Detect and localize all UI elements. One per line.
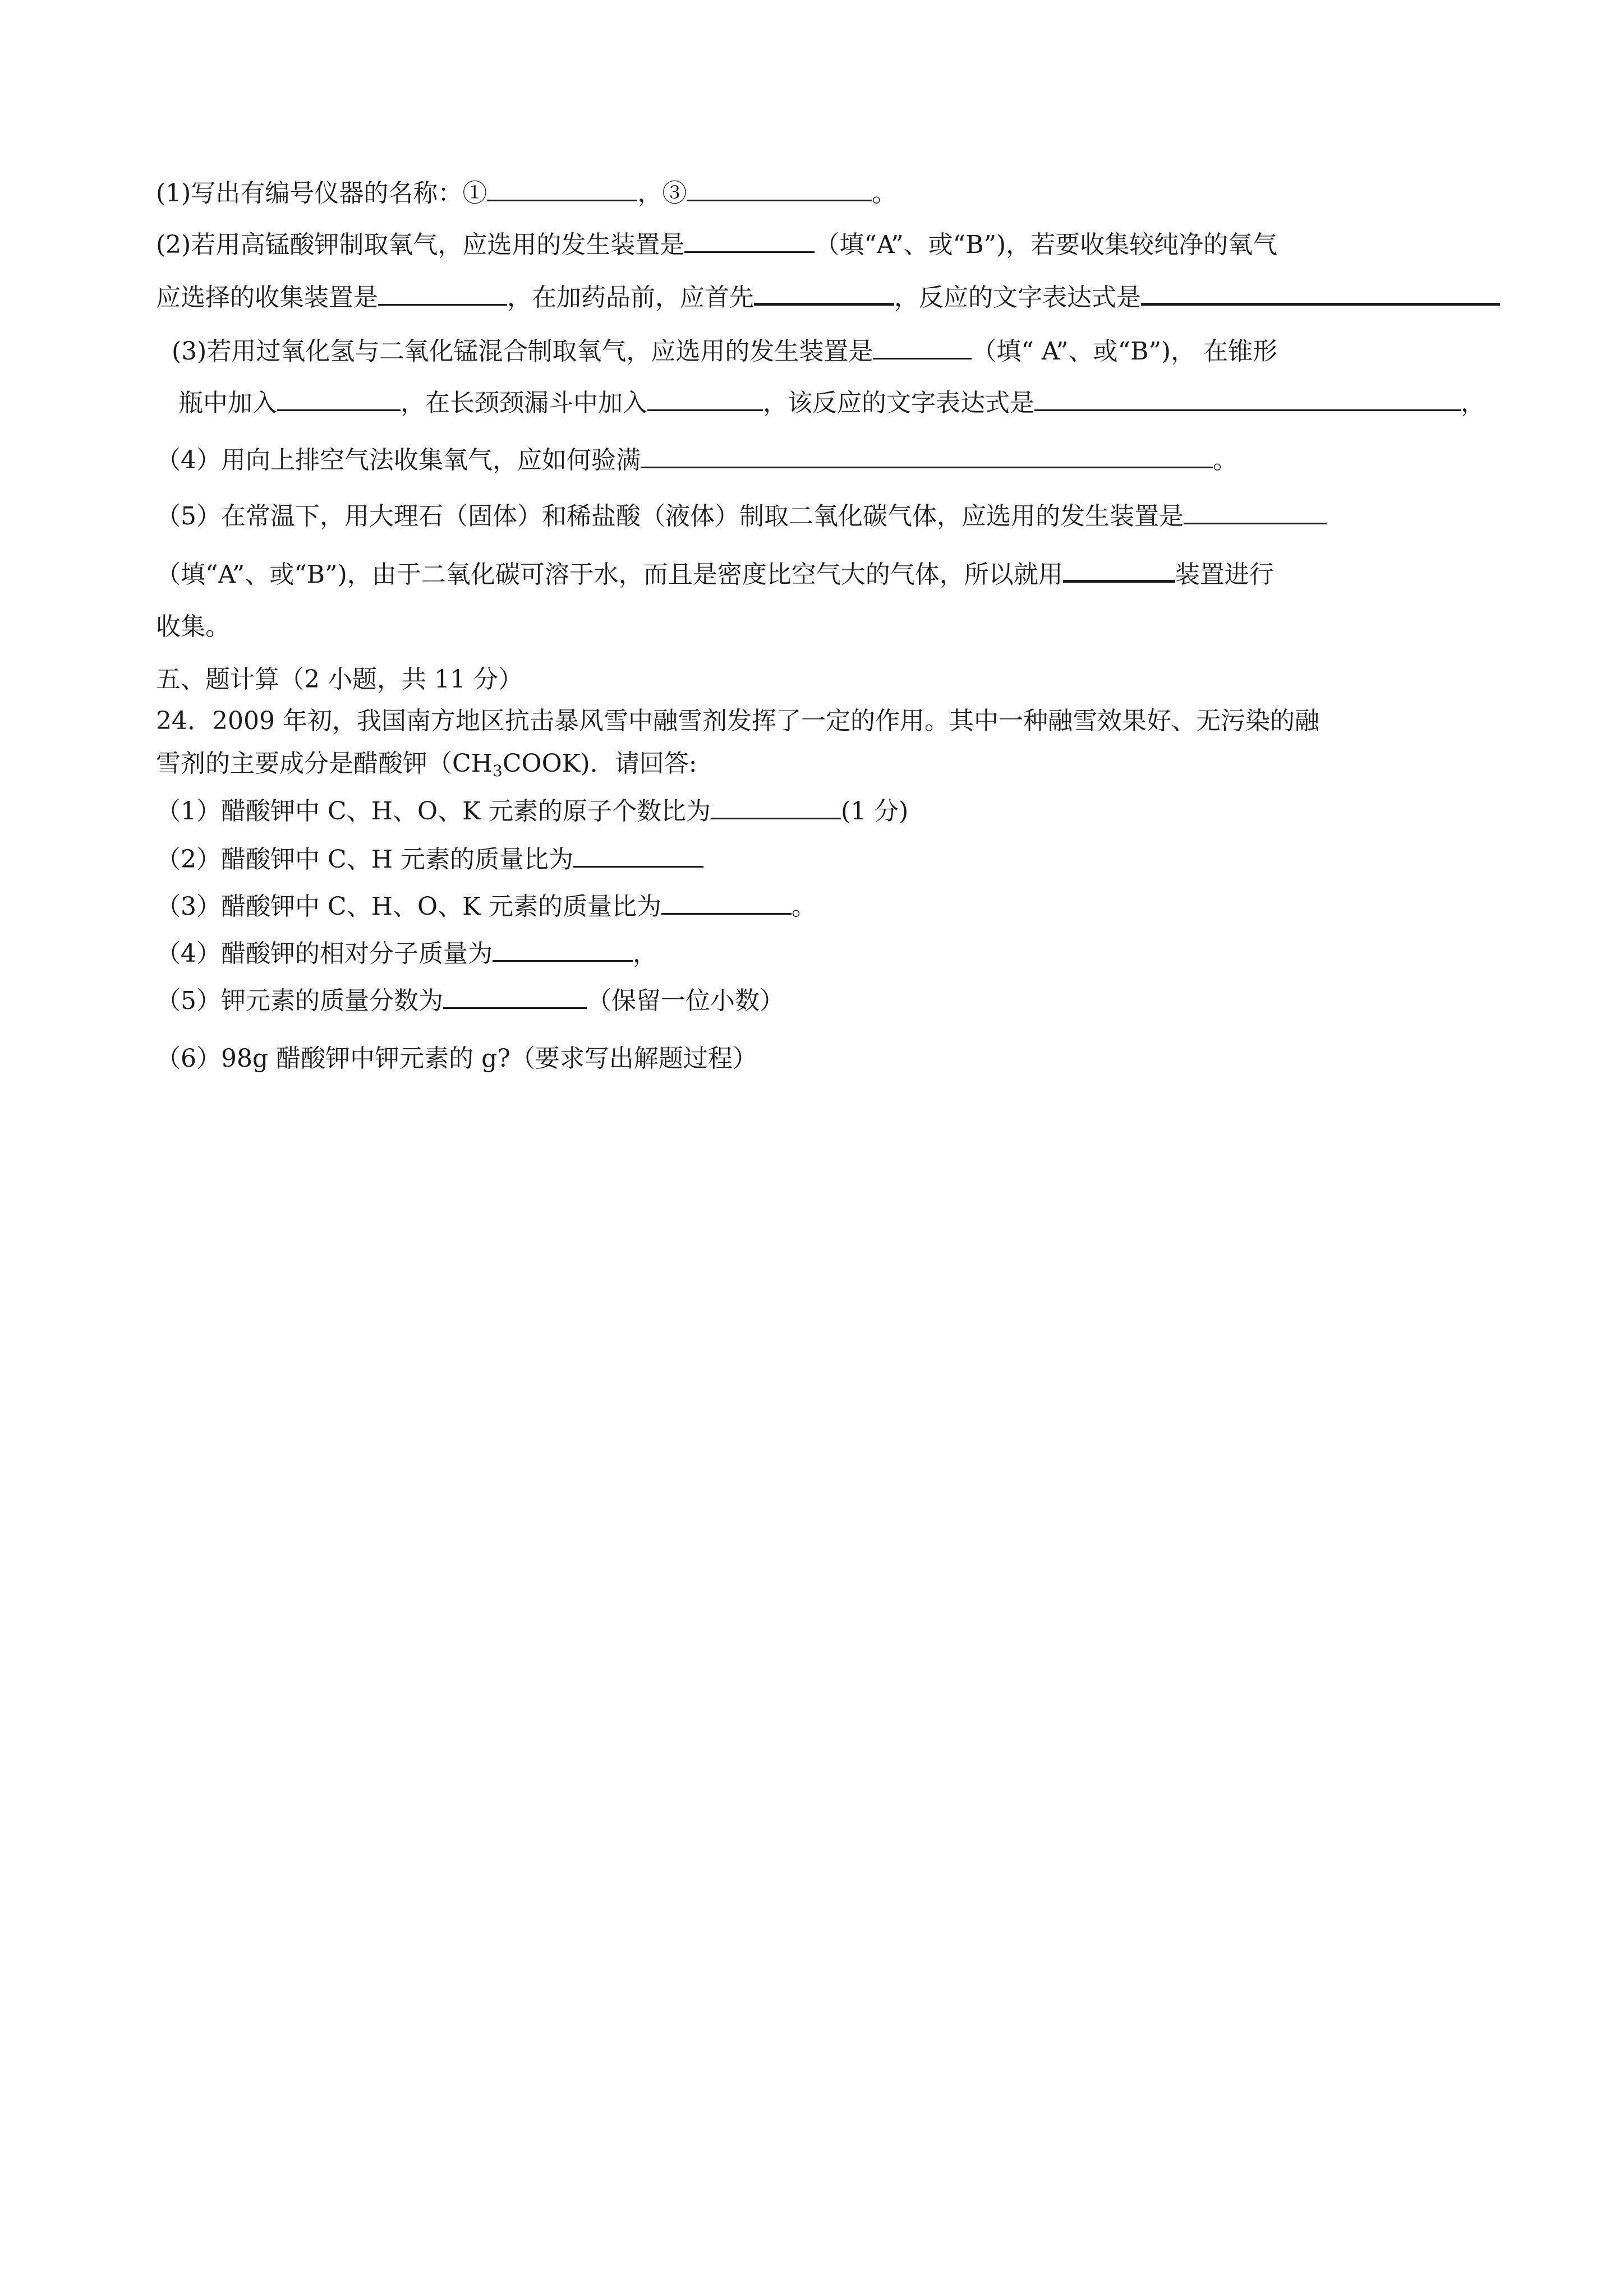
answer-blank[interactable]	[754, 278, 894, 306]
answer-blank[interactable]	[1184, 498, 1327, 524]
answer-blank[interactable]	[1063, 555, 1175, 583]
answer-blank[interactable]	[711, 793, 841, 819]
q23-item-1: (1)写出有编号仪器的名称：① ，③ 。	[156, 175, 896, 210]
q24-item-3: （3）醋酸钾中 C、H、O、K 元素的质量比为 。	[156, 888, 816, 924]
q24-item-2: （2）醋酸钾中 C、H 元素的质量比为	[156, 841, 703, 877]
answer-blank[interactable]	[641, 442, 1213, 468]
answer-blank[interactable]	[573, 841, 703, 868]
answer-blank[interactable]	[378, 279, 507, 306]
q23-item-4: （4）用向上排空气法收集氧气，应如何验满 。	[156, 442, 1237, 477]
q24-item-1: （1）醋酸钾中 C、H、O、K 元素的原子个数比为 (1 分)	[156, 793, 908, 828]
answer-blank[interactable]	[684, 227, 815, 253]
q24-item-6: （6）98g 醋酸钾中钾元素的 g?（要求写出解题过程）	[156, 1044, 757, 1073]
q23-item-3: (3)若用过氧化氢与二氧化锰混合制取氧气，应选用的发生装置是 （填“ A”、或“B”)， 在锥形	[172, 333, 1277, 368]
answer-blank[interactable]	[493, 935, 633, 962]
q23-item-5-end: 收集。	[156, 612, 230, 641]
q23-item-5-cont: （填“A”、或“B”)，由于二氧化碳可溶于水，而且是密度比空气大的气体，所以就用 装置进行	[156, 555, 1274, 592]
answer-blank[interactable]	[443, 983, 587, 1009]
q23-item-2-cont: 应选择的收集装置是 ，在加药品前，应首先 ，反应的文字表达式是	[156, 278, 1500, 315]
q24-stem-line1: 24．2009 年初，我国南方地区抗击暴风雪中融雪剂发挥了一定的作用。其中一种融雪效果好、无污染的融	[156, 707, 1319, 735]
q23-item-2: (2)若用高锰酸钾制取氧气，应选用的发生装置是 （填“A”、或“B”)，若要收集较纯净的氧气	[156, 227, 1277, 262]
q24-item-4: （4）醋酸钾的相对分子质量为 ，	[156, 935, 657, 971]
answer-blank[interactable]	[661, 888, 792, 915]
section-heading-calculation: 五、题计算（2 小题，共 11 分）	[156, 665, 523, 694]
q24-item-5: （5）钾元素的质量分数为 （保留一位小数）	[156, 983, 784, 1018]
answer-blank[interactable]	[647, 385, 763, 411]
answer-blank[interactable]	[1034, 385, 1461, 411]
answer-blank[interactable]	[873, 333, 972, 359]
answer-blank[interactable]	[1141, 278, 1500, 306]
answer-blank[interactable]	[277, 385, 401, 411]
answer-blank[interactable]	[487, 175, 637, 201]
q23-item-3-cont: 瓶中加入 ，在长颈颈漏斗中加入 ，该反应的文字表达式是 ，	[178, 385, 1485, 420]
answer-blank[interactable]	[687, 175, 872, 201]
q24-stem-line2: 雪剂的主要成分是醋酸钾$(CH_3COOK)$．请回答:	[156, 749, 697, 780]
q23-item-5: （5）在常温下，用大理石（固体）和稀盐酸（液体）制取二氧化碳气体，应选用的发生装置是	[156, 498, 1327, 533]
